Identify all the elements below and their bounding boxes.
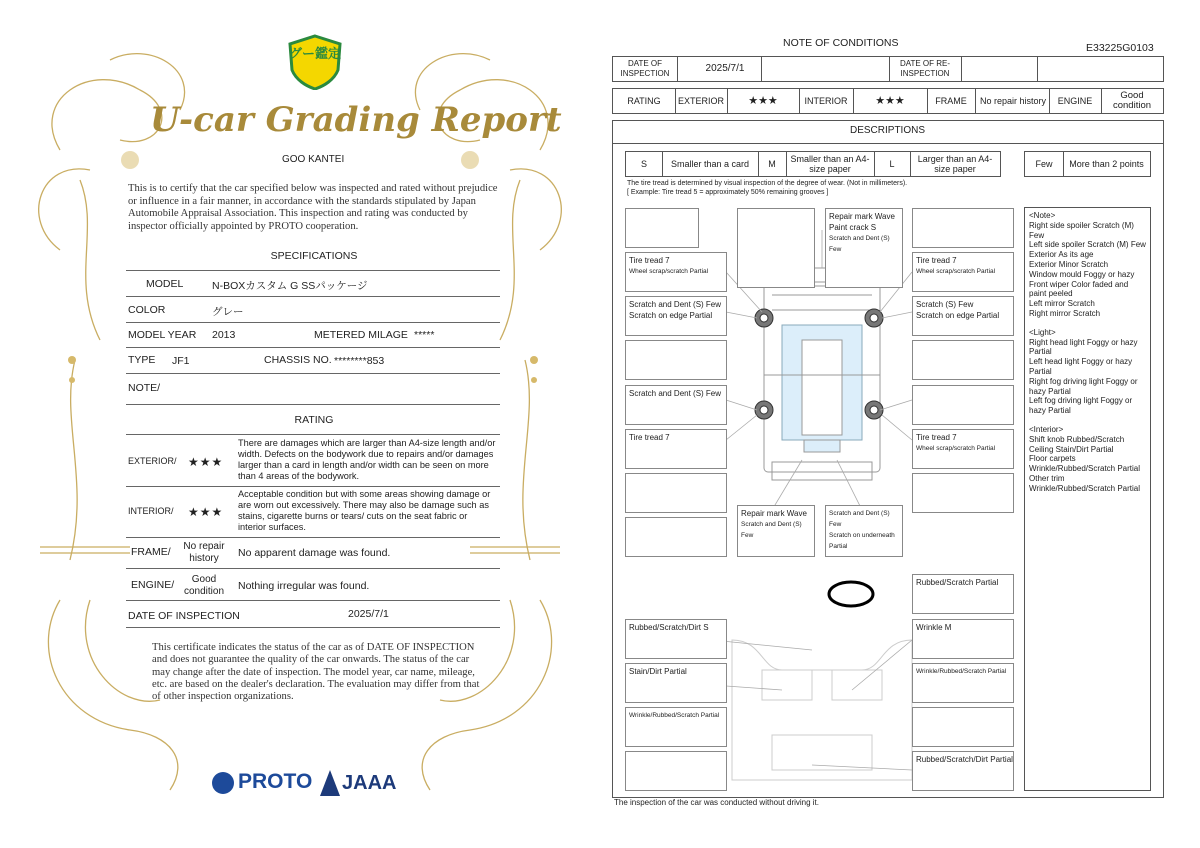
size-legend — [625, 151, 1001, 177]
exterior-label: EXTERIOR — [677, 96, 724, 106]
note-line: Scratch and Dent (S) Few — [829, 510, 890, 528]
exterior-stars: ★★★ — [748, 95, 778, 107]
note-line: Stain/Dirt Partial — [629, 667, 687, 676]
divider — [126, 627, 500, 628]
tire-note: The tire tread is determined by visual inspection of the degree of wear. (Not in millimeters). — [627, 180, 908, 187]
divider — [126, 404, 500, 405]
note-line: Repair mark Wave — [829, 212, 895, 221]
exterior-note-right-tire-front — [912, 252, 1014, 292]
divider — [612, 143, 1163, 144]
chassis-value: ********853 — [334, 355, 385, 367]
note-line: Rubbed/Scratch Partial — [916, 578, 999, 587]
date-value: 2025/7/1 — [348, 608, 389, 620]
exterior-label: EXTERIOR/ — [128, 456, 177, 466]
proto-logo-text: PROTO — [238, 770, 313, 793]
type-value: JF1 — [172, 355, 190, 367]
interior-note-left-3 — [625, 707, 727, 747]
issuer-name: GOO KANTEI — [282, 154, 345, 165]
interior-note-right-1 — [912, 619, 1014, 659]
divider — [126, 347, 500, 348]
color-value: グレー — [212, 306, 244, 318]
note-line: Wheel scrap/scratch Partial — [916, 445, 996, 452]
exterior-stars: ★★★ — [188, 455, 224, 469]
photo-box — [625, 340, 727, 380]
exterior-note-right-front — [912, 296, 1014, 336]
date-of-inspection-value: 2025/7/1 — [705, 63, 745, 74]
jaaa-logo-text: JAAA — [342, 772, 397, 794]
engine-value: Good condition — [1112, 90, 1152, 111]
interior-note-left-2 — [625, 663, 727, 703]
divider — [126, 434, 500, 435]
note-item: Left mirror Scratch — [1029, 299, 1095, 309]
interior-stars: ★★★ — [188, 505, 224, 519]
sheet-code: E33225G0103 — [1086, 42, 1154, 54]
note-item: Right side spoiler Scratch (M) Few — [1029, 220, 1134, 240]
few-legend — [1024, 151, 1151, 177]
note-line: Scratch and Dent (S) Few — [741, 521, 802, 539]
sheet-title: NOTE OF CONDITIONS — [783, 37, 899, 49]
frame-label: FRAME — [935, 96, 967, 106]
note-line: Scratch (S) Few — [916, 300, 974, 309]
model-year-label: MODEL YEAR — [128, 329, 197, 341]
legend-key-m: M — [768, 159, 776, 169]
photo-box — [912, 208, 1014, 248]
tire-example: [ Example: Tire tread 5 = approximately 50% remaining grooves ] — [627, 189, 829, 196]
note-line: Scratch on edge Partial — [916, 311, 1000, 320]
note-item: Right mirror Scratch — [1029, 308, 1101, 318]
divider — [126, 486, 500, 487]
date-row — [612, 56, 1164, 82]
photo-box — [912, 385, 1014, 425]
exterior-note-left-tire-rear — [625, 429, 727, 469]
descriptions-header: DESCRIPTIONS — [849, 125, 925, 136]
rating-row — [612, 88, 1164, 114]
note-item: Other trim — [1029, 473, 1065, 483]
note-item: Exterior Minor Scratch — [1029, 259, 1109, 269]
note-line: Repair mark Wave — [741, 509, 807, 518]
note-line: Wrinkle/Rubbed/Scratch Partial — [916, 668, 1007, 675]
engine-description: Nothing irregular was found. — [238, 580, 370, 592]
note-item: Right fog driving light Foggy or hazy Partial — [1029, 376, 1138, 396]
note-item: Floor carpets — [1029, 454, 1076, 464]
note-line: Wrinkle/Rubbed/Scratch Partial — [629, 712, 720, 719]
frame-value: No repair history — [979, 96, 1047, 106]
note-item: Wrinkle/Rubbed/Scratch Partial — [1029, 483, 1141, 493]
divider — [126, 296, 500, 297]
note-item: Right head light Foggy or hazy Partial — [1029, 337, 1138, 357]
notes-panel — [1024, 207, 1151, 791]
jaaa-logo-icon — [320, 770, 340, 796]
photo-box — [912, 473, 1014, 513]
notes-list — [1025, 208, 1150, 497]
legend-value-s: Smaller than a card — [670, 159, 750, 169]
interior-description: Acceptable condition but with some areas showing damage or are worn out excessively. There may also be damage such as stains, cigarette burns or tears/ cuts on the seat fabric or interior surfaces. — [238, 489, 491, 532]
goo-kantei-badge-icon — [288, 34, 342, 90]
note-line: Rubbed/Scratch/Dirt Partial — [916, 755, 1013, 764]
note-line: Wrinkle M — [916, 623, 952, 632]
frame-value: No repair history — [183, 541, 225, 564]
interior-label: INTERIOR/ — [128, 506, 174, 516]
steering-wheel-icon — [829, 582, 873, 606]
exterior-description: There are damages which are larger than A4-size length and/or width. Defects on the bodywork due to repairs and/or damages larger than a card in length and/or width can be seen on more than 4 areas of the bodywork. — [238, 438, 496, 481]
note-line: Paint crack S — [829, 223, 877, 232]
exterior-note-left-front — [625, 296, 727, 336]
frame-label: FRAME/ — [131, 546, 171, 558]
certificate-intro: This is to certify that the car specified below was inspected and rated without prejudice or influence in a fair manner, in accordance with the standards stipulated by Japan Automobile Appraisal Association. This inspection and rating was conducted by inspector officially appointed by PROTO cooperation. — [128, 183, 498, 232]
note-item: <Note> — [1029, 211, 1056, 220]
report-title: U-car Grading Report — [150, 100, 562, 140]
engine-value: Good condition — [183, 574, 225, 597]
note-item: Exterior As its age — [1029, 250, 1094, 260]
exterior-note-top-center — [825, 208, 903, 288]
chassis-label: CHASSIS NO. — [264, 354, 332, 366]
legend-key-few: Few — [1035, 159, 1053, 169]
note-item: Left side spoiler Scratch (M) Few — [1029, 240, 1146, 250]
date-of-reinspection-label: DATE OF RE-INSPECTION — [899, 59, 951, 78]
divider — [126, 373, 500, 374]
engine-label: ENGINE — [1057, 96, 1093, 106]
exterior-note-left-rear — [625, 385, 727, 425]
type-label: TYPE — [128, 354, 156, 366]
note-line: Wheel scrap/scratch Partial — [916, 268, 996, 275]
frame-description: No apparent damage was found. — [238, 547, 391, 559]
note-item: Window mould Foggy or hazy — [1029, 269, 1135, 279]
exterior-note-bottom-center-right — [825, 505, 903, 557]
divider — [126, 537, 500, 538]
metered-value: ***** — [414, 329, 435, 341]
interior-stars: ★★★ — [875, 95, 905, 107]
proto-logo-icon — [212, 772, 234, 794]
badge-text-top: グー鑑定 — [288, 47, 342, 62]
sheet-footer: The inspection of the car was conducted without driving it. — [614, 798, 819, 807]
exterior-note-right-tire-rear — [912, 429, 1014, 469]
legend-key-s: S — [640, 159, 647, 169]
note-line: Tire tread 7 — [629, 256, 670, 265]
note-line: Scratch and Dent (S) Few — [629, 389, 722, 398]
photo-box — [737, 208, 815, 288]
legend-value-l: Larger than an A4-size paper — [917, 154, 993, 174]
note-item — [1029, 319, 1146, 328]
color-label: COLOR — [128, 304, 166, 316]
photo-box — [625, 751, 727, 791]
note-item: Left fog driving light Foggy or hazy Partial — [1029, 396, 1133, 416]
note-item: Front wiper Color faded and paint peeled — [1029, 279, 1129, 299]
photo-box — [625, 517, 727, 557]
note-line: Tire tread 7 — [916, 433, 957, 442]
note-line: Scratch on underneath Partial — [829, 532, 895, 550]
note-line: Scratch on edge Partial — [629, 311, 713, 320]
legend-key-l: L — [889, 159, 895, 169]
model-year-value: 2013 — [212, 329, 236, 341]
divider — [126, 322, 500, 323]
note-label: NOTE/ — [128, 382, 161, 394]
divider — [126, 600, 500, 601]
model-label: MODEL — [146, 278, 184, 290]
specifications-header: SPECIFICATIONS — [270, 250, 358, 262]
photo-box — [625, 473, 727, 513]
note-line: Tire tread 7 — [629, 433, 670, 442]
photo-box — [625, 208, 699, 248]
interior-label: INTERIOR — [804, 96, 848, 106]
exterior-note-left-tire-front — [625, 252, 727, 292]
certificate-footer: This certificate indicates the status of the car as of DATE OF INSPECTION and does not guarantee the quality of the car onwards. The status of the car may change after the date of inspection. The model year, car name, mileage, etc. are based on the dealer's declaration. The evaluation may differ from that of other inspection organizations. — [152, 642, 480, 703]
note-item: Wrinkle/Rubbed/Scratch Partial — [1029, 464, 1141, 474]
note-line: Scratch and Dent (S) Few — [829, 235, 890, 253]
note-item — [1029, 416, 1146, 425]
divider — [126, 568, 500, 569]
rating-header: RATING — [294, 414, 334, 426]
interior-note-right-2 — [912, 663, 1014, 703]
engine-label: ENGINE/ — [131, 579, 175, 591]
legend-value-few: More than 2 points — [1069, 159, 1144, 169]
model-value: N-BOXカスタム G SSパッケージ — [212, 280, 368, 292]
photo-box — [912, 340, 1014, 380]
note-line: Tire tread 7 — [916, 256, 957, 265]
note-item: Left head light Foggy or hazy Partial — [1029, 357, 1133, 376]
interior-note-left-1 — [625, 619, 727, 659]
note-line: Scratch and Dent (S) Few — [629, 300, 722, 309]
rating-label: RATING — [627, 96, 661, 106]
note-item: Shift knob Rubbed/Scratch — [1029, 434, 1125, 444]
note-item: Ceiling Stain/Dirt Partial — [1029, 444, 1114, 454]
metered-label: METERED MILAGE — [314, 329, 408, 341]
divider — [126, 270, 500, 271]
interior-note-steering — [912, 574, 1014, 614]
note-item: <Light> — [1029, 327, 1056, 337]
note-line: Wheel scrap/scratch Partial — [629, 268, 709, 275]
exterior-note-bottom-center-left — [737, 505, 815, 557]
note-line: Rubbed/Scratch/Dirt S — [629, 623, 709, 632]
date-of-inspection-label: DATE OF INSPECTION — [620, 59, 670, 78]
interior-note-right-4 — [912, 751, 1014, 791]
photo-box — [912, 707, 1014, 747]
date-label: DATE OF INSPECTION — [128, 610, 240, 622]
note-item: <Interior> — [1029, 424, 1064, 434]
legend-value-m: Smaller than an A4-size paper — [790, 154, 870, 174]
